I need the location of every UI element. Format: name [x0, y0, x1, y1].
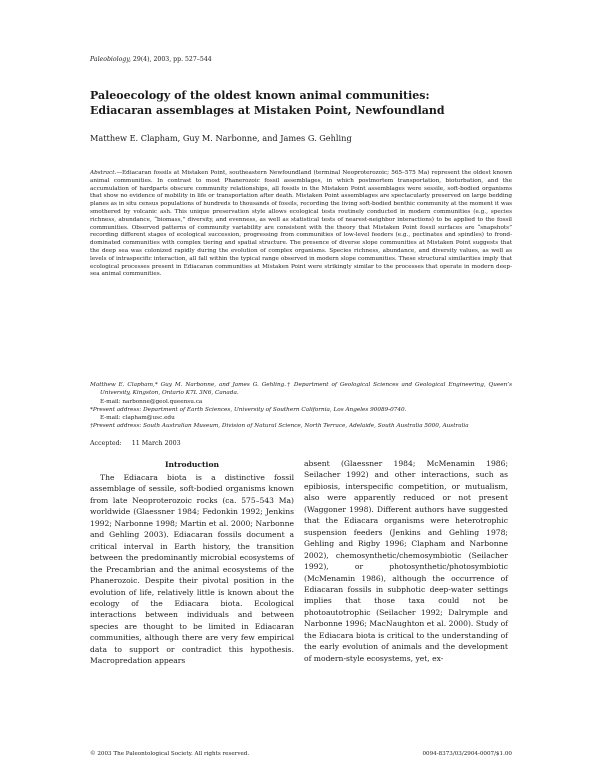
citation: 29(4), 2003, pp. 527–544 — [132, 56, 212, 63]
abstract — [90, 170, 512, 279]
copyright-notice: © 2003 The Paleontological Society. All rights reserved. — [90, 751, 250, 757]
present-address-1-text: *Present address: Department of Earth Sciences, University of Southern California, Los Angeles 90089-0740. — [90, 406, 407, 413]
accepted-date: 11 March 2003 — [131, 440, 181, 447]
affiliation-present-address-1 — [90, 406, 512, 423]
accepted-line — [90, 440, 181, 447]
intro-paragraph-left: The Ediacara biota is a distinctive fossil assemblage of sessile, soft-bodied organisms known from late Neoproterozoic rocks (ca. 575–543 Ma) worldwide (Glaessner 1984; Fedonkin 1992; Jenkins 1992; Narbonne 1998; Martin et al. 2000; Narbonne and Gehling 2003). Ediacaran fossils document a critical interval in Earth history, the transition between the predominantly microbial ecosystems of the Precambrian and the animal ecosystems of the Phanerozoic. Despite their pivotal position in the evolution of life, relatively little is known about the ecology of the Ediacara biota. Ecological interactions between individuals and between species are thought to be limited in Ediacaran communities, although there are very few empirical data to support or contradict this hypothesis. Macropredation appears — [90, 473, 294, 666]
right-column — [304, 458, 508, 664]
left-column — [90, 458, 294, 667]
affiliation-author-names: Matthew E. Clapham,* Guy M. Narbonne, and James G. Gehling. — [90, 382, 287, 388]
present-address-1-email: E-mail: clapham@usc.edu — [100, 415, 175, 422]
title-line-2: Ediacaran assemblages at Mistaken Point, Newfoundland — [90, 104, 445, 117]
article-title — [90, 88, 520, 118]
affiliation-primary — [90, 381, 512, 406]
affiliation-present-address-2 — [90, 422, 512, 430]
section-heading: Introduction — [164, 460, 220, 469]
present-address-2-text: †Present address: South Australian Museum, Division of Natural Science, North Terrace, Adelaide, South Australia 5000, Australia — [90, 423, 469, 430]
article-code: 0094-8373/03/2904-0007/$1.00 — [422, 751, 512, 757]
affiliation-email: E-mail: narbonne@geol.queensu.ca — [100, 398, 203, 405]
title-line-1: Paleoecology of the oldest known animal communities: — [90, 89, 430, 102]
abstract-label: Abstract. — [90, 170, 117, 176]
accepted-label: Accepted: — [90, 440, 122, 447]
author-list: Matthew E. Clapham, Guy M. Narbonne, and James G. Gehling — [90, 133, 352, 143]
affiliations — [90, 381, 512, 431]
running-head — [90, 56, 212, 63]
intro-paragraph-right: absent (Glaessner 1984; McMenamin 1986; Seilacher 1992) and other interactions, such as epibiosis, interspecific competition, or mutualism, also were apparently reduced or not present (Waggoner 1998). Different authors have suggested that the Ediacara organisms were heterotrophic suspension feeders (Jenkins and Gehling 1978; Gehling and Rigby 1996; Clapham and Narbonne 2002), chemosynthetic/chemosymbiotic (Seilacher 1992), or photosynthetic/photosymbiotic (McMenamin 1986), although the occurrence of Ediacaran fossils in subphotic deep-water settings implies that those taxa could not be photoautotrophic (Seilacher 1992; Dalrymple and Narbonne 1996; MacNaughton et al. 2000). Study of the Ediacara biota is critical to the understanding of the early evolution of animals and the development of modern-style ecosystems, yet, ex- — [304, 459, 508, 663]
abstract-text: —Ediacaran fossils at Mistaken Point, southeastern Newfoundland (terminal Neoproterozoic; 565–575 Ma) represent the oldest known animal communities. In contrast to most Phanerozoic fossil assemblages, in which postmortem transportation, bioturbation, and the accumulation of hardparts obscure community relationships, all fossils in the Mistaken Point assemblages were sessile, soft-bodied organisms that show no evidence of mobility in life or transportation after death. Mistaken Point assemblages are spectacularly preserved on large bedding planes as in situ census populations of hundreds to thousands of fossils, recording the living soft-bodied benthic community at the moment it was smothered by volcanic ash. This unique preservation style allows ecological tests routinely conducted in modern communities (e.g., species richness, abundance, “biomass,” diversity, and evenness, as well as statistical tests of nearest-neighbor interactions) to be applied to the fossil communities. Observed patterns of community variability are consistent with the theory that Mistaken Point fossil surfaces are “snapshots” recording different stages of ecological succession, progressing from communities of low-level feeders (e.g., pectinates and spindles) to frond-dominated communities with complex tiering and spatial structure. The presence of diverse slope communities at Mistaken Point suggests that the deep sea was colonized rapidly during the evolution of complex organisms. Species richness, abundance, and diversity values, as well as levels of intraspecific interaction, all fall within the typical range observed in modern slope communities. These structural similarities imply that ecological processes present in Ediacaran communities at Mistaken Point were strikingly similar to the processes that operate in modern deep-sea animal communities. — [90, 170, 512, 278]
journal-name: Paleobiology, — [90, 56, 131, 63]
affiliation-address: † Department of Geological Sciences and Geological Engineering, Queen’s University, Kingston, Ontario K7L 3N6, Canada. — [100, 382, 512, 397]
